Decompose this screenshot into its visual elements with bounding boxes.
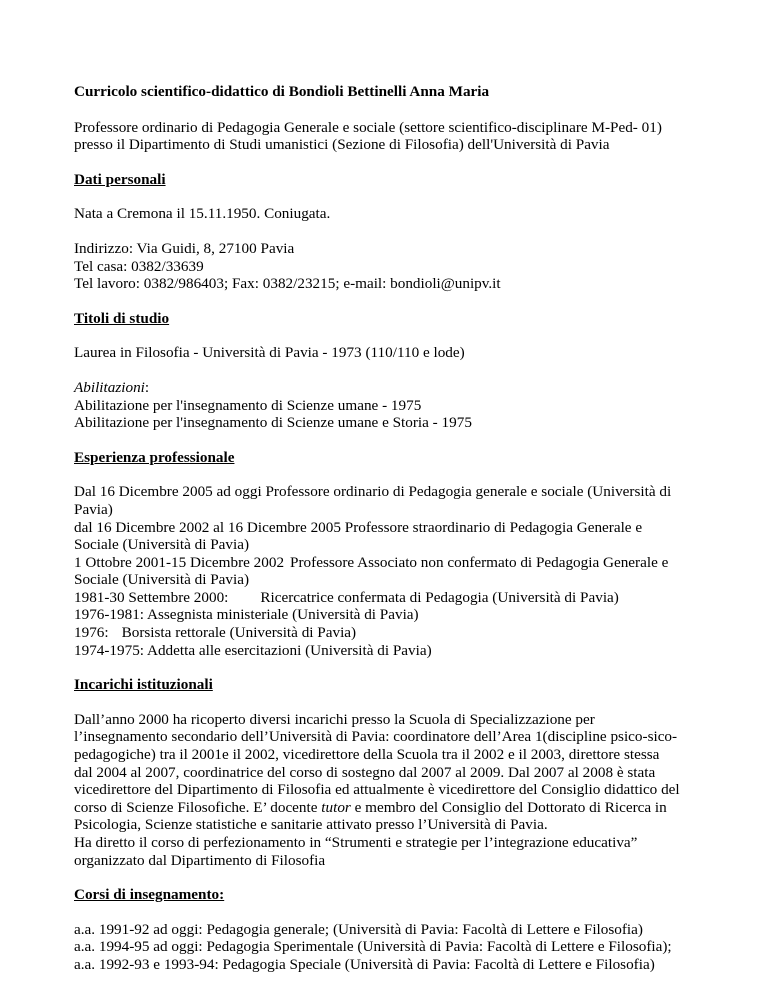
esperienza-line: Sociale (Università di Pavia) <box>74 571 250 589</box>
abilitazioni-colon: : <box>144 378 150 396</box>
incarichi-line <box>74 799 724 817</box>
abilitazioni-label: Abilitazioni <box>74 378 145 396</box>
abilitazione-item: Abilitazione per l'insegnamento di Scienze umane e Storia - 1975 <box>74 414 472 432</box>
incarichi-line: vicedirettore del Dipartimento di Filosofia ed attualmente è vicedirettore del Consiglio didattico del <box>74 781 680 799</box>
esperienza-line <box>74 554 724 572</box>
esperienza-line: Dal 16 Dicembre 2005 ad oggi Professore ordinario di Pedagogia generale e sociale (Università di <box>74 483 672 501</box>
document-title: Curricolo scientifico-didattico di Bondioli Bettinelli Anna Maria <box>74 83 490 100</box>
contact-info <box>74 240 724 293</box>
abilitazioni-block <box>74 379 724 432</box>
incarichi-line: pedagogiche) tra il 2001e il 2002, vicedirettore della Scuola tra il 2002 e il 2003, direttore stessa <box>74 746 660 764</box>
intro-line: Professore ordinario di Pedagogia Generale e sociale (settore scientifico-disciplinare M-Ped- 01) <box>74 118 662 136</box>
corso-item: a.a. 1994-95 ad oggi: Pedagogia Sperimentale (Università di Pavia: Facoltà di Lettere e Filosofia); <box>74 938 672 956</box>
birth-info: Nata a Cremona il 15.11.1950. Coniugata. <box>74 205 331 223</box>
intro-line: presso il Dipartimento di Studi umanistici (Sezione di Filosofia) dell'Università di Pavia <box>74 136 610 154</box>
esperienza-line <box>74 589 724 607</box>
esperienza-line: 1976-1981: Assegnista ministeriale (Università di Pavia) <box>74 606 419 624</box>
abilitazioni-label-line <box>74 379 724 397</box>
corsi-block <box>74 921 724 974</box>
esperienza-line: 1974-1975: Addetta alle esercitazioni (Università di Pavia) <box>74 641 432 659</box>
esperienza-date: 1981-30 Settembre 2000: <box>74 588 229 606</box>
esperienza-role: Borsista rettorale (Università di Pavia) <box>121 624 357 642</box>
corso-item: a.a. 1991-92 ad oggi: Pedagogia generale; (Università di Pavia: Facoltà di Lettere e Filosofia) <box>74 920 643 938</box>
incarichi-line: organizzato dal Dipartimento di Filosofia <box>74 851 326 869</box>
esperienza-block <box>74 483 724 659</box>
esperienza-date: 1976: <box>74 624 109 642</box>
section-heading-esperienza: Esperienza professionale <box>74 448 235 466</box>
incarichi-line: l’insegnamento secondario dell’Università di Pavia: coordinatore dell’Area 1(discipline psico-sico- <box>74 728 678 746</box>
work-contact-line: Tel lavoro: 0382/986403; Fax: 0382/23215; e-mail: bondioli@unipv.it <box>74 275 501 293</box>
esperienza-date: 1 Ottobre 2001-15 Dicembre 2002 <box>74 553 285 571</box>
address-line: Indirizzo: Via Guidi, 8, 27100 Pavia <box>74 239 295 257</box>
esperienza-line: dal 16 Dicembre 2002 al 16 Dicembre 2005 Professore straordinario di Pedagogia Generale e <box>74 518 643 536</box>
esperienza-line: Sociale (Università di Pavia) <box>74 536 250 554</box>
section-heading-incarichi: Incarichi istituzionali <box>74 676 213 694</box>
incarichi-line: Dall’anno 2000 ha ricoperto diversi incarichi presso la Scuola di Specializzazione per <box>74 710 595 728</box>
corso-item: a.a. 1992-93 e 1993-94: Pedagogia Speciale (Università di Pavia: Facoltà di Lettere e Filosofia) <box>74 955 655 973</box>
incarichi-line: dal 2004 al 2007, coordinatrice del corso di sostegno dal 2007 al 2009. Dal 2007 al 2008 è stata <box>74 763 656 781</box>
section-heading-titoli: Titoli di studio <box>74 309 170 327</box>
section-heading-corsi: Corsi di insegnamento: <box>74 886 225 904</box>
incarichi-line: Ha diretto il corso di perfezionamento in “Strumenti e strategie per l’integrazione educativa” <box>74 834 638 851</box>
document-page <box>74 83 724 991</box>
incarichi-block <box>74 711 724 869</box>
home-phone-line: Tel casa: 0382/33639 <box>74 257 204 275</box>
esperienza-role: Professore Associato non confermato di Pedagogia Generale e <box>290 553 669 571</box>
incarichi-line: Psicologia, Scienze statistiche e sanitarie attivato presso l’Università di Pavia. <box>74 816 548 834</box>
intro-paragraph <box>74 119 724 154</box>
laurea-info: Laurea in Filosofia - Università di Pavia - 1973 (110/110 e lode) <box>74 344 465 362</box>
esperienza-line <box>74 624 724 642</box>
abilitazione-item: Abilitazione per l'insegnamento di Scienze umane - 1975 <box>74 396 422 414</box>
esperienza-line: Pavia) <box>74 500 113 518</box>
incarichi-text: corso di Scienze Filosofiche. E’ docente <box>74 798 322 816</box>
section-heading-dati-personali: Dati personali <box>74 170 166 188</box>
incarichi-text: e membro del Consiglio del Dottorato di Ricerca in <box>350 798 667 816</box>
esperienza-role: Ricercatrice confermata di Pedagogia (Università di Pavia) <box>260 588 619 606</box>
tutor-term: tutor <box>321 798 351 816</box>
